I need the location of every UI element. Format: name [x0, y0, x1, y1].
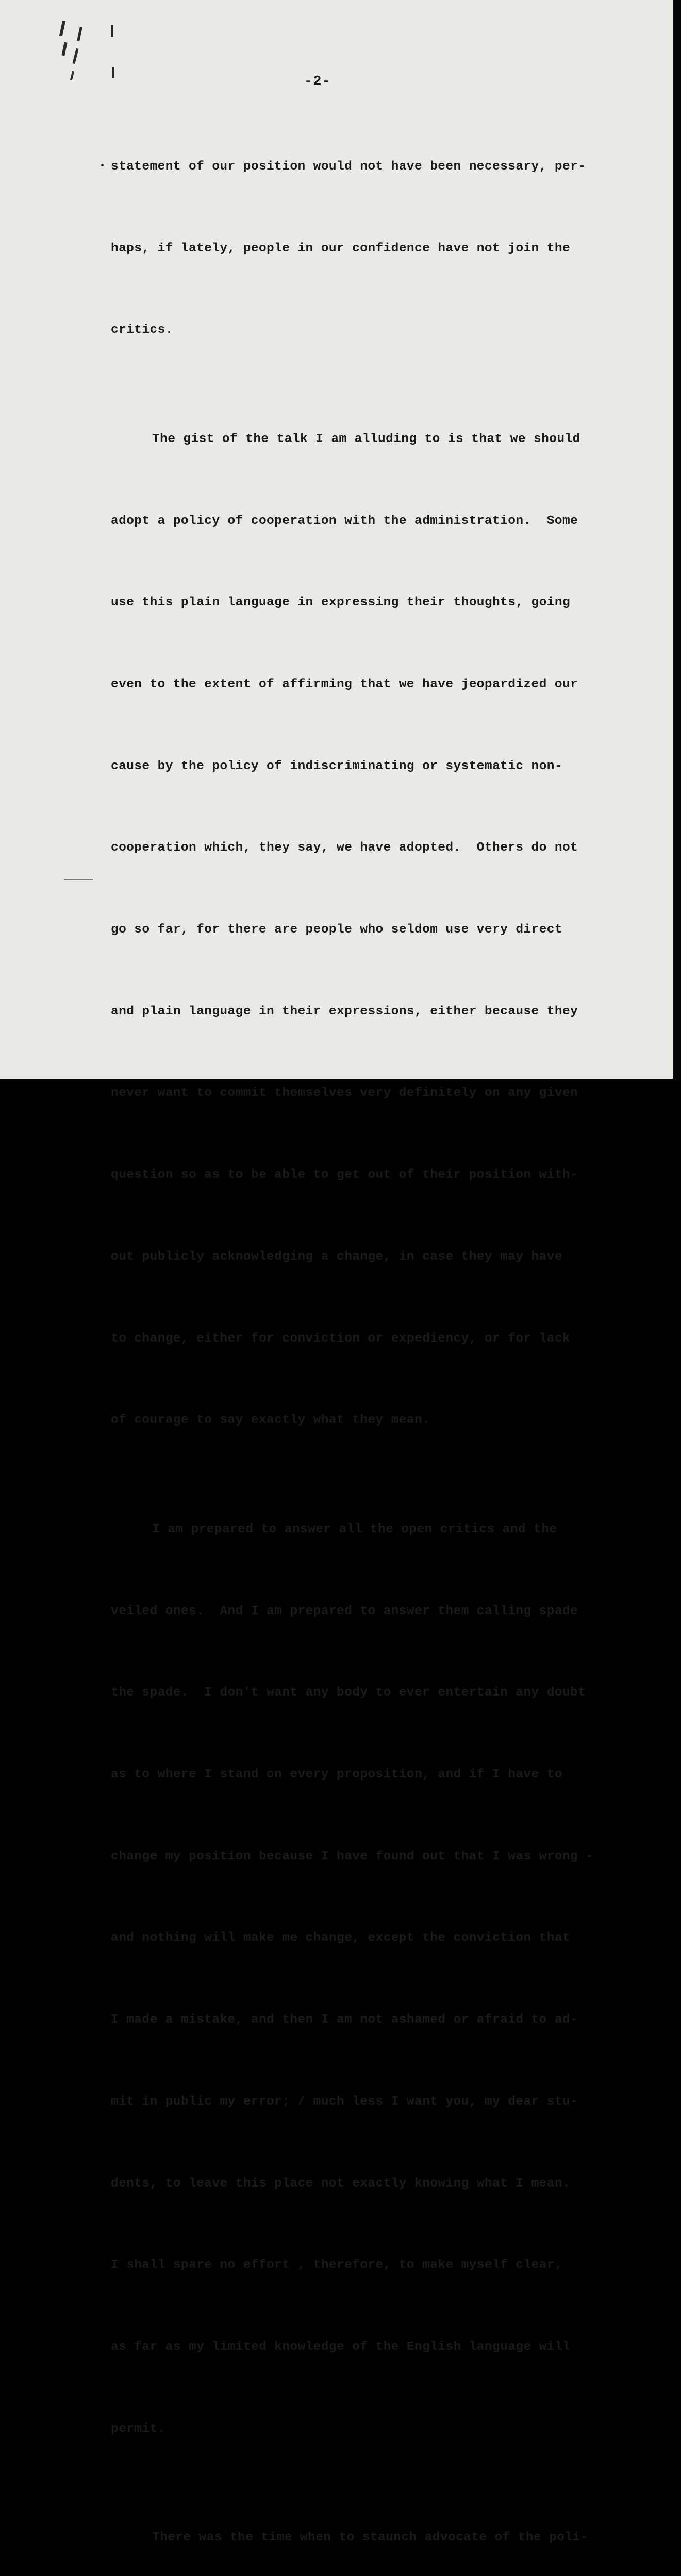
text-line: to change, either for conviction or expediency, or for lack [111, 1331, 571, 1346]
text-line: never want to commit themselves very definitely on any given [111, 1086, 578, 1100]
margin-mark [64, 879, 93, 880]
text-line: of courage to say exactly what they mean. [111, 1413, 430, 1428]
text-line: permit. [111, 2421, 165, 2436]
text-line: I made a mistake, and then I am not ashamed or afraid to ad- [111, 2013, 578, 2027]
text-line: The gist of the talk I am alluding to is that we should [152, 432, 580, 446]
text-line: haps, if lately, people in our confidence have not join the [111, 241, 571, 256]
text-line: question so as to be able to get out of their position with- [111, 1168, 578, 1182]
text-line: mit in public my error; / much less I want you, my dear stu- [111, 2094, 578, 2109]
margin-mark [70, 71, 74, 80]
text-line: statement of our position would not have been necessary, per- [111, 159, 586, 174]
text-line: as far as my limited knowledge of the English language will [111, 2340, 571, 2354]
text-line: the spade. I don't want any body to ever entertain any doubt [111, 1686, 586, 1700]
text-line: go so far, for there are people who seldom use very direct [111, 923, 562, 937]
margin-mark [111, 25, 113, 37]
text-line: as to where I stand on every proposition, and if I have to [111, 1767, 562, 1782]
text-line: and nothing will make me change, except the conviction that [111, 1931, 571, 1945]
text-line: There was the time when to staunch advocate of the poli- [152, 2531, 588, 2545]
body-text [111, 99, 616, 2576]
text-line: veiled ones. And I am prepared to answer them calling spade [111, 1604, 578, 1618]
text-line: dents, to leave this place not exactly knowing what I mean. [111, 2176, 571, 2191]
text-line: I shall spare no effort , therefore, to make myself clear, [111, 2258, 562, 2273]
margin-mark [61, 42, 67, 56]
text-line: use this plain language in expressing their thoughts, going [111, 596, 571, 610]
text-line: adopt a policy of cooperation with the administration. Some [111, 514, 578, 528]
text-line: cause by the policy of indiscriminating or systematic non- [111, 759, 562, 773]
margin-mark [72, 48, 78, 64]
margin-mark [112, 67, 114, 78]
text-line: change my position because I have found out that I was wrong - [111, 1849, 594, 1863]
text-line: cooperation which, they say, we have adopted. Others do not [111, 841, 578, 855]
text-line: critics. [111, 323, 173, 337]
text-line: and plain language in their expressions, either because they [111, 1004, 578, 1019]
margin-mark [77, 27, 82, 41]
text-line: even to the extent of affirming that we have jeopardized our [111, 677, 578, 691]
text-line: I am prepared to answer all the open critics and the [152, 1522, 557, 1536]
scan-border-bottom [0, 1079, 681, 1082]
margin-mark [59, 21, 65, 37]
scan-border-right [674, 0, 681, 1082]
page-number: -2- [304, 74, 331, 90]
margin-mark [101, 164, 104, 166]
text-line: out publicly acknowledging a change, in case they may have [111, 1249, 562, 1264]
